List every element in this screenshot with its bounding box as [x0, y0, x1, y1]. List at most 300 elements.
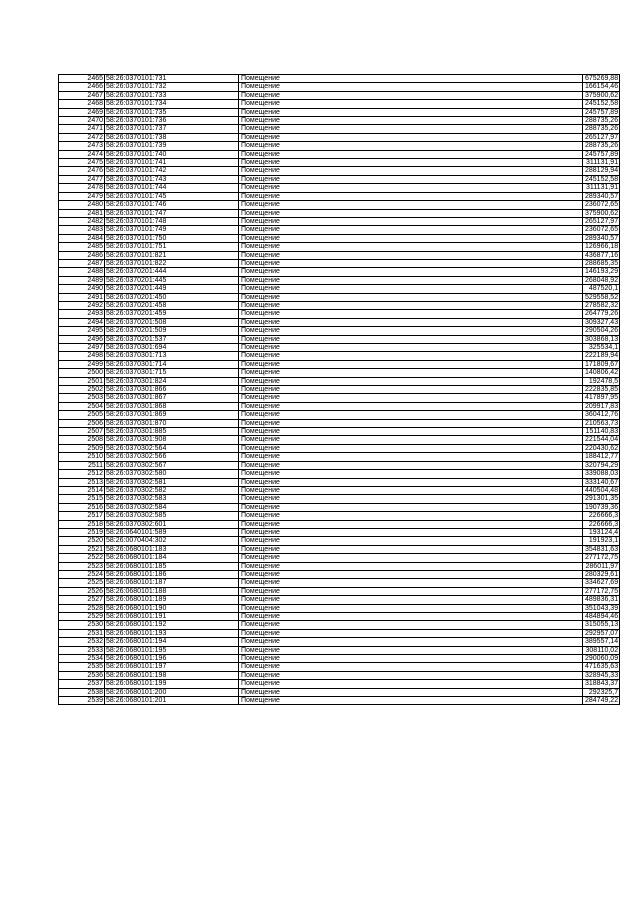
row-number: 2514: [59, 486, 105, 494]
table-row: [59, 201, 620, 209]
cadastral-number: 58:26:0370201:450: [105, 293, 239, 301]
table-row: [59, 217, 620, 225]
table-row: [59, 259, 620, 267]
table-row: [59, 486, 620, 494]
cadastral-value: 277172,75: [583, 554, 620, 562]
row-number: 2478: [59, 184, 105, 192]
cadastral-number: 58:26:0370101:748: [105, 217, 239, 225]
cadastral-number: 58:26:0370301:867: [105, 394, 239, 402]
object-type: Помещение: [239, 352, 583, 360]
table-row: [59, 503, 620, 511]
cadastral-value: 188412,77: [583, 453, 620, 461]
object-type: Помещение: [239, 663, 583, 671]
row-number: 2518: [59, 520, 105, 528]
cadastral-value: 286011,97: [583, 562, 620, 570]
table-row: [59, 629, 620, 637]
cadastral-number: 58:26:0370101:737: [105, 125, 239, 133]
row-number: 2501: [59, 377, 105, 385]
object-type: Помещение: [239, 428, 583, 436]
cadastral-value: 245757,89: [583, 150, 620, 158]
cadastral-number: 58:26:0370302:601: [105, 520, 239, 528]
object-type: Помещение: [239, 327, 583, 335]
table-row: [59, 175, 620, 183]
cadastral-value: 166154,46: [583, 83, 620, 91]
row-number: 2519: [59, 528, 105, 536]
row-number: 2539: [59, 697, 105, 705]
table-row: [59, 142, 620, 150]
cadastral-number: 58:26:0680101:198: [105, 671, 239, 679]
row-number: 2523: [59, 562, 105, 570]
row-number: 2533: [59, 646, 105, 654]
table-row: [59, 428, 620, 436]
table-row: [59, 310, 620, 318]
object-type: Помещение: [239, 570, 583, 578]
cadastral-value: 303868,13: [583, 335, 620, 343]
cadastral-value: 191923,1: [583, 537, 620, 545]
cadastral-number: 58:26:0370101:734: [105, 100, 239, 108]
row-number: 2473: [59, 142, 105, 150]
cadastral-value: 236072,65: [583, 201, 620, 209]
cadastral-value: 245152,58: [583, 175, 620, 183]
cadastral-number: 58:26:0680101:190: [105, 604, 239, 612]
object-type: Помещение: [239, 259, 583, 267]
table-row: [59, 478, 620, 486]
object-type: Помещение: [239, 402, 583, 410]
cadastral-value: 436877,16: [583, 251, 620, 259]
cadastral-number: 58:26:0680101:186: [105, 570, 239, 578]
object-type: Помещение: [239, 386, 583, 394]
cadastral-number: 58:26:0370101:732: [105, 83, 239, 91]
cadastral-value: 236072,65: [583, 226, 620, 234]
cadastral-number: 58:26:0370101:749: [105, 226, 239, 234]
cadastral-value: 289340,57: [583, 234, 620, 242]
cadastral-value: 325534,1: [583, 344, 620, 352]
cadastral-value: 311131,91: [583, 184, 620, 192]
cadastral-value: 291301,35: [583, 495, 620, 503]
row-number: 2502: [59, 386, 105, 394]
object-type: Помещение: [239, 184, 583, 192]
cadastral-value: 192478,5: [583, 377, 620, 385]
row-number: 2512: [59, 470, 105, 478]
cadastral-number: 58:26:0370302:567: [105, 461, 239, 469]
row-number: 2535: [59, 663, 105, 671]
row-number: 2477: [59, 175, 105, 183]
cadastral-number: 58:26:0370301:824: [105, 377, 239, 385]
object-type: Помещение: [239, 192, 583, 200]
row-number: 2500: [59, 369, 105, 377]
cadastral-value: 245757,89: [583, 108, 620, 116]
table-row: [59, 301, 620, 309]
object-type: Помещение: [239, 495, 583, 503]
row-number: 2534: [59, 655, 105, 663]
row-number: 2537: [59, 680, 105, 688]
table-row: [59, 386, 620, 394]
cadastral-number: 58:26:0370201:458: [105, 301, 239, 309]
cadastral-value: 675269,88: [583, 75, 620, 83]
table-row: [59, 369, 620, 377]
cadastral-number: 58:26:0370302:566: [105, 453, 239, 461]
cadastral-value: 328945,33: [583, 671, 620, 679]
cadastral-value: 309327,43: [583, 318, 620, 326]
cadastral-number: 58:26:0370301:866: [105, 386, 239, 394]
cadastral-number: 58:26:0370201:449: [105, 285, 239, 293]
object-type: Помещение: [239, 503, 583, 511]
row-number: 2483: [59, 226, 105, 234]
cadastral-number: 58:26:0370301:714: [105, 360, 239, 368]
table-row: [59, 276, 620, 284]
cadastral-value: 320794,29: [583, 461, 620, 469]
object-type: Помещение: [239, 486, 583, 494]
cadastral-number: 58:26:0370101:738: [105, 133, 239, 141]
table-row: [59, 159, 620, 167]
row-number: 2521: [59, 545, 105, 553]
cadastral-number: 58:26:0370101:731: [105, 75, 239, 83]
table-row: [59, 587, 620, 595]
row-number: 2510: [59, 453, 105, 461]
object-type: Помещение: [239, 579, 583, 587]
row-number: 2526: [59, 587, 105, 595]
object-type: Помещение: [239, 596, 583, 604]
table-body: [59, 75, 620, 705]
cadastral-number: 58:26:0680101:189: [105, 596, 239, 604]
cadastral-number: 58:26:0680101:194: [105, 638, 239, 646]
row-number: 2488: [59, 268, 105, 276]
cadastral-value: 351043,39: [583, 604, 620, 612]
object-type: Помещение: [239, 604, 583, 612]
cadastral-value: 221544,04: [583, 436, 620, 444]
table-row: [59, 562, 620, 570]
cadastral-number: 58:26:0680101:195: [105, 646, 239, 654]
row-number: 2480: [59, 201, 105, 209]
row-number: 2503: [59, 394, 105, 402]
cadastral-number: 58:26:0370201:508: [105, 318, 239, 326]
table-row: [59, 537, 620, 545]
object-type: Помещение: [239, 243, 583, 251]
object-type: Помещение: [239, 444, 583, 452]
cadastral-number: 58:26:0680101:199: [105, 680, 239, 688]
cadastral-value: 265127,97: [583, 133, 620, 141]
cadastral-value: 375900,62: [583, 91, 620, 99]
row-number: 2485: [59, 243, 105, 251]
row-number: 2491: [59, 293, 105, 301]
object-type: Помещение: [239, 512, 583, 520]
cadastral-value: 209917,83: [583, 402, 620, 410]
table-row: [59, 226, 620, 234]
cadastral-value: 226666,3: [583, 512, 620, 520]
row-number: 2487: [59, 259, 105, 267]
cadastral-number: 58:26:0680101:193: [105, 629, 239, 637]
object-type: Помещение: [239, 167, 583, 175]
row-number: 2479: [59, 192, 105, 200]
table-row: [59, 100, 620, 108]
object-type: Помещение: [239, 411, 583, 419]
cadastral-value: 277172,75: [583, 587, 620, 595]
object-type: Помещение: [239, 217, 583, 225]
table-row: [59, 495, 620, 503]
object-type: Помещение: [239, 226, 583, 234]
table-row: [59, 402, 620, 410]
object-type: Помещение: [239, 83, 583, 91]
table-row: [59, 579, 620, 587]
object-type: Помещение: [239, 108, 583, 116]
cadastral-value: 288685,35: [583, 259, 620, 267]
cadastral-number: 58:26:0370301:870: [105, 419, 239, 427]
object-type: Помещение: [239, 285, 583, 293]
table-row: [59, 293, 620, 301]
table-row: [59, 75, 620, 83]
cadastral-number: 58:26:0370101:735: [105, 108, 239, 116]
object-type: Помещение: [239, 335, 583, 343]
cadastral-number: 58:26:0370101:740: [105, 150, 239, 158]
cadastral-value: 290504,26: [583, 327, 620, 335]
row-number: 2532: [59, 638, 105, 646]
row-number: 2525: [59, 579, 105, 587]
cadastral-value: 489836,31: [583, 596, 620, 604]
table-row: [59, 83, 620, 91]
object-type: Помещение: [239, 646, 583, 654]
row-number: 2475: [59, 159, 105, 167]
property-table: [58, 74, 620, 705]
table-row: [59, 327, 620, 335]
row-number: 2481: [59, 209, 105, 217]
row-number: 2504: [59, 402, 105, 410]
cadastral-number: 58:26:0370101:736: [105, 117, 239, 125]
cadastral-value: 292325,7: [583, 688, 620, 696]
row-number: 2474: [59, 150, 105, 158]
cadastral-number: 58:26:0370301:715: [105, 369, 239, 377]
row-number: 2511: [59, 461, 105, 469]
cadastral-value: 334627,69: [583, 579, 620, 587]
cadastral-value: 284749,22: [583, 697, 620, 705]
object-type: Помещение: [239, 117, 583, 125]
cadastral-number: 58:26:0370101:744: [105, 184, 239, 192]
cadastral-number: 58:26:0370101:751: [105, 243, 239, 251]
object-type: Помещение: [239, 545, 583, 553]
cadastral-value: 280329,61: [583, 570, 620, 578]
row-number: 2497: [59, 344, 105, 352]
row-number: 2482: [59, 217, 105, 225]
cadastral-value: 484894,46: [583, 613, 620, 621]
row-number: 2489: [59, 276, 105, 284]
object-type: Помещение: [239, 453, 583, 461]
row-number: 2522: [59, 554, 105, 562]
row-number: 2465: [59, 75, 105, 83]
cadastral-number: 58:26:0370101:733: [105, 91, 239, 99]
object-type: Помещение: [239, 75, 583, 83]
cadastral-value: 140806,42: [583, 369, 620, 377]
table-row: [59, 680, 620, 688]
object-type: Помещение: [239, 436, 583, 444]
cadastral-value: 289340,57: [583, 192, 620, 200]
cadastral-value: 288735,26: [583, 125, 620, 133]
row-number: 2499: [59, 360, 105, 368]
table-row: [59, 335, 620, 343]
cadastral-value: 292957,07: [583, 629, 620, 637]
cadastral-number: 58:26:0370301:885: [105, 428, 239, 436]
row-number: 2492: [59, 301, 105, 309]
row-number: 2517: [59, 512, 105, 520]
object-type: Помещение: [239, 310, 583, 318]
cadastral-number: 58:26:0680101:187: [105, 579, 239, 587]
cadastral-number: 58:26:0680101:185: [105, 562, 239, 570]
row-number: 2472: [59, 133, 105, 141]
table-row: [59, 545, 620, 553]
row-number: 2531: [59, 629, 105, 637]
table-row: [59, 184, 620, 192]
table-row: [59, 604, 620, 612]
cadastral-number: 58:26:0680101:201: [105, 697, 239, 705]
object-type: Помещение: [239, 251, 583, 259]
table-row: [59, 444, 620, 452]
row-number: 2516: [59, 503, 105, 511]
row-number: 2508: [59, 436, 105, 444]
cadastral-number: 58:26:0640101:589: [105, 528, 239, 536]
table-row: [59, 360, 620, 368]
row-number: 2528: [59, 604, 105, 612]
row-number: 2490: [59, 285, 105, 293]
row-number: 2530: [59, 621, 105, 629]
cadastral-value: 288735,26: [583, 142, 620, 150]
cadastral-value: 222835,85: [583, 386, 620, 394]
row-number: 2507: [59, 428, 105, 436]
cadastral-value: 360412,76: [583, 411, 620, 419]
cadastral-number: 58:26:0370302:581: [105, 478, 239, 486]
cadastral-number: 58:26:0370302:585: [105, 512, 239, 520]
cadastral-value: 318843,37: [583, 680, 620, 688]
cadastral-value: 265127,97: [583, 217, 620, 225]
table-row: [59, 394, 620, 402]
row-number: 2484: [59, 234, 105, 242]
cadastral-value: 151140,83: [583, 428, 620, 436]
cadastral-number: 58:26:0070404:302: [105, 537, 239, 545]
object-type: Помещение: [239, 125, 583, 133]
object-type: Помещение: [239, 697, 583, 705]
cadastral-number: 58:26:0370101:742: [105, 167, 239, 175]
object-type: Помещение: [239, 276, 583, 284]
object-type: Помещение: [239, 377, 583, 385]
object-type: Помещение: [239, 562, 583, 570]
cadastral-number: 58:26:0370302:580: [105, 470, 239, 478]
cadastral-number: 58:26:0370301:869: [105, 411, 239, 419]
cadastral-number: 58:26:0370302:564: [105, 444, 239, 452]
table-row: [59, 596, 620, 604]
object-type: Помещение: [239, 587, 583, 595]
cadastral-value: 193124,4: [583, 528, 620, 536]
row-number: 2524: [59, 570, 105, 578]
object-type: Помещение: [239, 419, 583, 427]
table-row: [59, 234, 620, 242]
table-row: [59, 352, 620, 360]
cadastral-number: 58:26:0370101:745: [105, 192, 239, 200]
table-row: [59, 243, 620, 251]
cadastral-number: 58:26:0370301:713: [105, 352, 239, 360]
object-type: Помещение: [239, 301, 583, 309]
object-type: Помещение: [239, 613, 583, 621]
cadastral-number: 58:26:0370301:868: [105, 402, 239, 410]
cadastral-number: 58:26:0370302:584: [105, 503, 239, 511]
table-row: [59, 453, 620, 461]
object-type: Помещение: [239, 520, 583, 528]
row-number: 2515: [59, 495, 105, 503]
row-number: 2494: [59, 318, 105, 326]
table-row: [59, 411, 620, 419]
cadastral-number: 58:26:0370101:741: [105, 159, 239, 167]
cadastral-number: 58:26:0370101:746: [105, 201, 239, 209]
table-row: [59, 436, 620, 444]
cadastral-number: 58:26:0370101:739: [105, 142, 239, 150]
cadastral-value: 226666,3: [583, 520, 620, 528]
table-row: [59, 150, 620, 158]
object-type: Помещение: [239, 142, 583, 150]
object-type: Помещение: [239, 318, 583, 326]
cadastral-value: 333140,67: [583, 478, 620, 486]
cadastral-value: 288735,26: [583, 117, 620, 125]
cadastral-value: 171809,67: [583, 360, 620, 368]
object-type: Помещение: [239, 159, 583, 167]
cadastral-number: 58:26:0370201:509: [105, 327, 239, 335]
table-row: [59, 318, 620, 326]
cadastral-number: 58:26:0680101:192: [105, 621, 239, 629]
cadastral-value: 210563,73: [583, 419, 620, 427]
object-type: Помещение: [239, 621, 583, 629]
object-type: Помещение: [239, 268, 583, 276]
table-row: [59, 285, 620, 293]
cadastral-number: 58:26:0370301:694: [105, 344, 239, 352]
row-number: 2467: [59, 91, 105, 99]
row-number: 2470: [59, 117, 105, 125]
cadastral-number: 58:26:0680101:200: [105, 688, 239, 696]
table-row: [59, 209, 620, 217]
cadastral-number: 58:26:0370101:750: [105, 234, 239, 242]
table-row: [59, 621, 620, 629]
table-row: [59, 671, 620, 679]
cadastral-number: 58:26:0370101:743: [105, 175, 239, 183]
cadastral-value: 440504,48: [583, 486, 620, 494]
cadastral-value: 308110,02: [583, 646, 620, 654]
object-type: Помещение: [239, 680, 583, 688]
table-row: [59, 646, 620, 654]
table-row: [59, 512, 620, 520]
object-type: Помещение: [239, 175, 583, 183]
cadastral-number: 58:26:0680101:197: [105, 663, 239, 671]
object-type: Помещение: [239, 360, 583, 368]
row-number: 2520: [59, 537, 105, 545]
row-number: 2509: [59, 444, 105, 452]
cadastral-value: 245152,58: [583, 100, 620, 108]
row-number: 2498: [59, 352, 105, 360]
object-type: Помещение: [239, 671, 583, 679]
row-number: 2471: [59, 125, 105, 133]
cadastral-value: 190739,36: [583, 503, 620, 511]
table-row: [59, 520, 620, 528]
cadastral-number: 58:26:0680101:191: [105, 613, 239, 621]
table-row: [59, 554, 620, 562]
cadastral-number: 58:26:0370201:537: [105, 335, 239, 343]
cadastral-value: 339088,03: [583, 470, 620, 478]
object-type: Помещение: [239, 655, 583, 663]
table-row: [59, 697, 620, 705]
row-number: 2469: [59, 108, 105, 116]
table-row: [59, 251, 620, 259]
object-type: Помещение: [239, 394, 583, 402]
object-type: Помещение: [239, 91, 583, 99]
row-number: 2536: [59, 671, 105, 679]
object-type: Помещение: [239, 528, 583, 536]
cadastral-number: 58:26:0370101:747: [105, 209, 239, 217]
cadastral-number: 58:26:0370101:821: [105, 251, 239, 259]
object-type: Помещение: [239, 100, 583, 108]
cadastral-value: 222189,94: [583, 352, 620, 360]
